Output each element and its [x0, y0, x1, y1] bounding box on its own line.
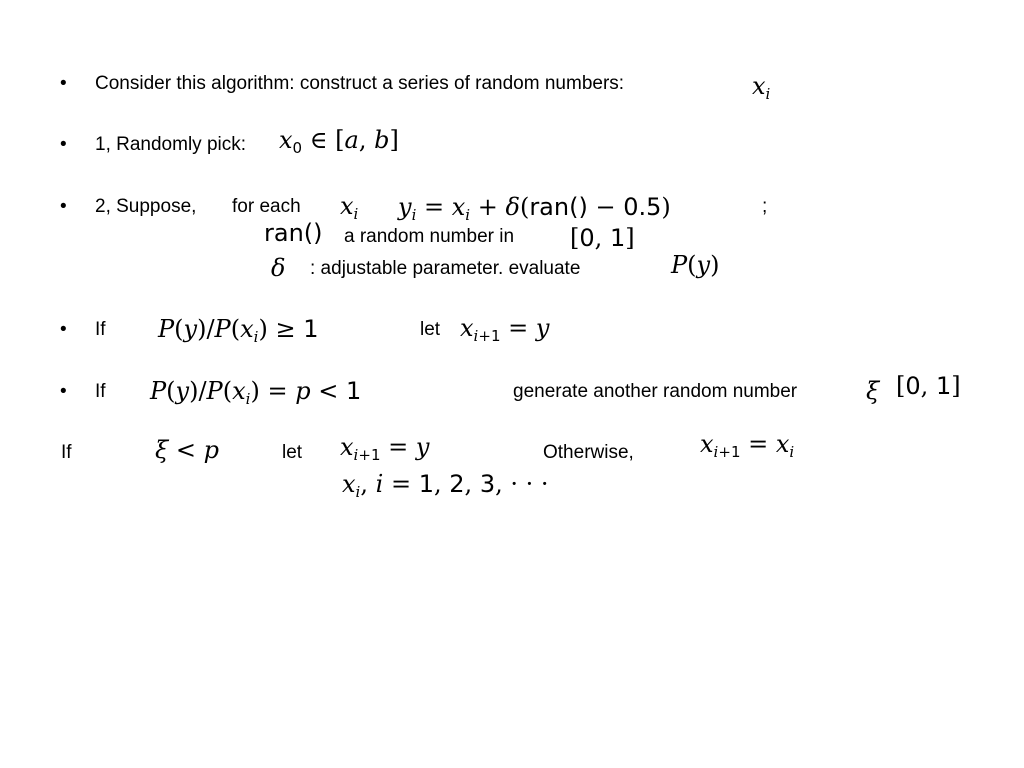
bullet-2: • [60, 134, 67, 155]
math-yi-equation: $y_i = x_i + \delta(ran() - 0.5)$ [398, 193, 671, 224]
math-xi-greek: ξ [866, 377, 880, 405]
line6-let: let [282, 442, 303, 463]
math-interval-0-1-b: [0, 1] [896, 372, 961, 400]
line3-semicolon: ; [762, 196, 768, 217]
math-ratio-eq-p-lt-1: $P(y)/P(x_i) = p < 1$ [150, 377, 362, 408]
bullet-5: • [60, 381, 67, 402]
math-x0-in-ab: $x_0$ ∈ [a, b] [279, 126, 399, 157]
math-x-i: $x_i$ [752, 72, 771, 103]
line1-text: Consider this algorithm: construct a series of random numbers: [95, 73, 625, 94]
math-interval-0-1: [0, 1] [570, 224, 635, 252]
line3-foreach: for each [232, 196, 301, 217]
math-ran: ran() [264, 219, 323, 247]
bullet-1: • [60, 73, 67, 94]
line3-suppose: 2, Suppose, [95, 196, 197, 217]
math-sequence: $x_i$, i = 1, 2, 3, · · · [342, 470, 549, 501]
math-x-i-foreach: $x_i$ [340, 192, 359, 223]
math-x-next-eq-y: $x_{i+1} = y$ [460, 314, 550, 345]
math-x-next-eq-x-i: $x_{i+1} = x_i$ [700, 430, 795, 461]
bullet-4: • [60, 319, 67, 340]
math-xi-lt-p: ξ < p [155, 436, 219, 464]
line5-if: If [95, 381, 106, 402]
math-x-next-eq-y-2: $x_{i+1} = y$ [340, 433, 430, 464]
line3-random-number-in: a random number in [344, 226, 515, 247]
math-P-of-y: P(y) [671, 251, 720, 279]
line4-let: let [420, 319, 441, 340]
math-delta: δ [271, 254, 286, 282]
bullet-3: • [60, 196, 67, 217]
line2-text: 1, Randomly pick: [95, 134, 247, 155]
line5-generate: generate another random number [513, 381, 798, 402]
line6-otherwise: Otherwise, [543, 442, 634, 463]
line6-if: If [61, 442, 72, 463]
line3-adjustable: : adjustable parameter. evaluate [310, 258, 581, 279]
math-ratio-ge-1: $P(y)/P(x_i) \ge 1$ [158, 315, 319, 346]
line4-if: If [95, 319, 106, 340]
